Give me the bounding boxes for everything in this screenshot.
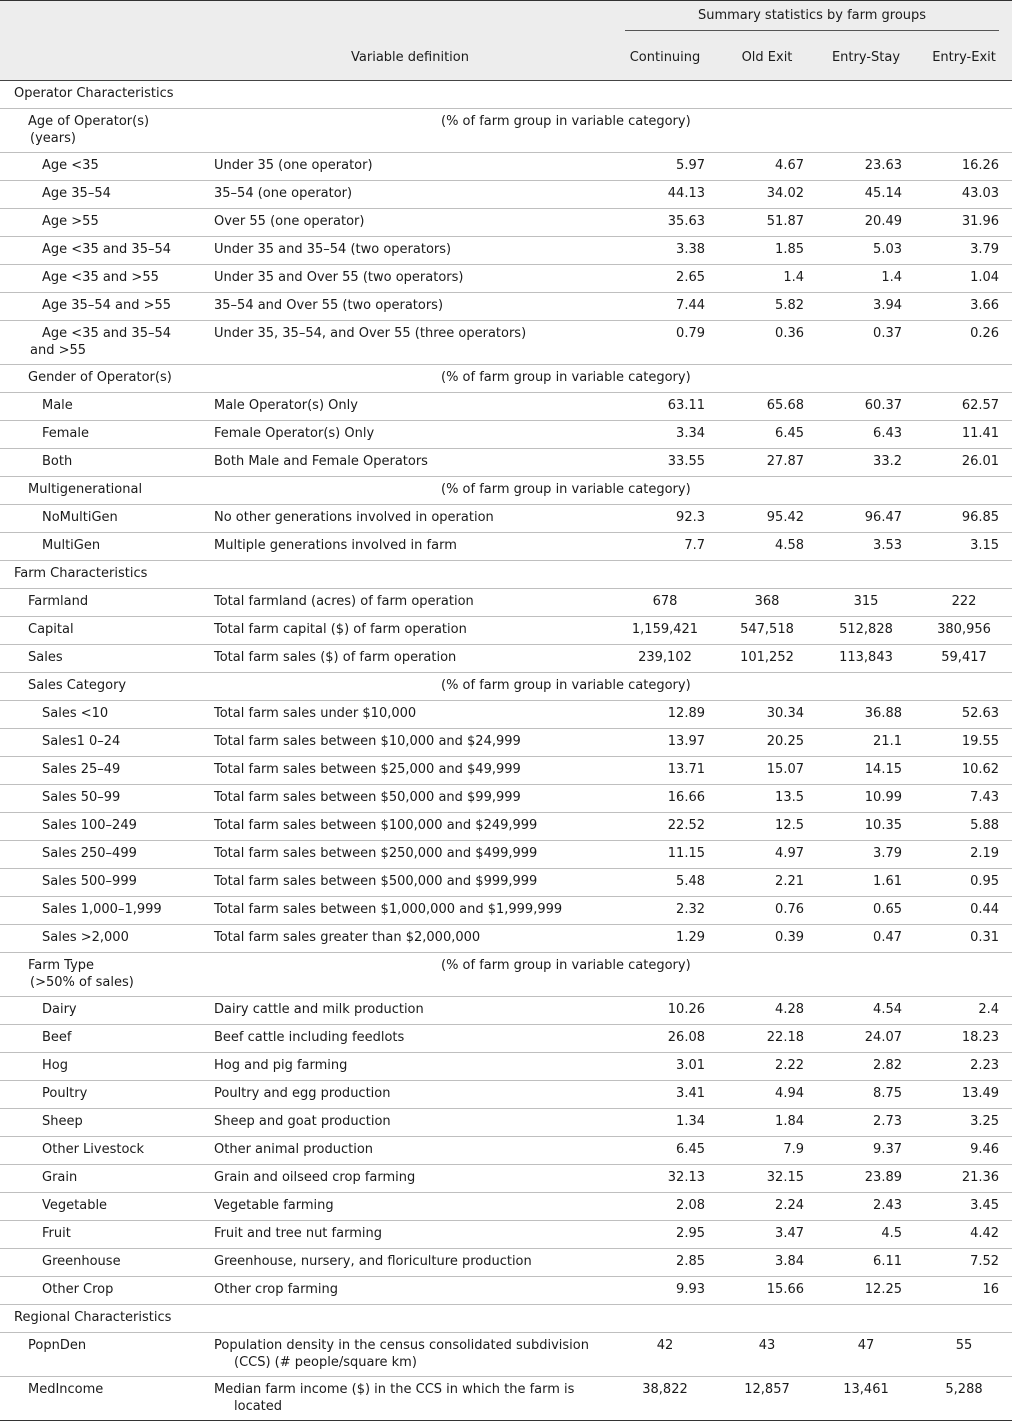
value-continuing: 6.45	[612, 1137, 718, 1165]
column-header-entry-stay: Entry-Stay	[816, 37, 916, 81]
row-definition: Sheep and goat production	[208, 1109, 612, 1137]
value-entry-stay: 2.82	[816, 1053, 916, 1081]
value-continuing: 1.34	[612, 1109, 718, 1137]
table-row	[0, 729, 1012, 757]
value-entry-stay: 5.03	[816, 237, 916, 265]
row-definition: Other animal production	[208, 1137, 612, 1165]
value-entry-stay: 0.47	[816, 925, 916, 953]
row-label-line2: and >55	[30, 342, 87, 358]
value-old-exit: 30.34	[718, 701, 816, 729]
value-old-exit: 5.82	[718, 293, 816, 321]
section-row	[0, 81, 1012, 109]
value-old-exit: 51.87	[718, 209, 816, 237]
value-continuing: 239,102	[612, 645, 718, 673]
group-label-line1: Farm Type	[28, 958, 95, 973]
section-row	[0, 561, 1012, 589]
value-old-exit: 12.5	[718, 813, 816, 841]
row-label	[0, 321, 208, 365]
value-entry-stay: 315	[816, 589, 916, 617]
value-entry-exit: 7.52	[916, 1249, 1012, 1277]
table-row	[0, 869, 1012, 897]
value-entry-exit: 0.26	[916, 321, 1012, 365]
value-continuing: 5.48	[612, 869, 718, 897]
row-definition: Female Operator(s) Only	[208, 421, 612, 449]
table-row	[0, 153, 1012, 181]
group-row	[0, 477, 1012, 505]
column-header-entry-exit: Entry-Exit	[916, 37, 1012, 81]
value-entry-stay: 96.47	[816, 505, 916, 533]
value-entry-exit: 55	[916, 1333, 1012, 1377]
table-row	[0, 1025, 1012, 1053]
value-old-exit: 4.58	[718, 533, 816, 561]
value-continuing: 32.13	[612, 1165, 718, 1193]
table-row	[0, 209, 1012, 237]
row-definition: Total farm sales between $1,000,000 and $1,999,999	[208, 897, 612, 925]
group-label	[0, 953, 208, 997]
value-old-exit: 1.4	[718, 265, 816, 293]
value-entry-exit: 0.31	[916, 925, 1012, 953]
table-row	[0, 645, 1012, 673]
row-definition: Greenhouse, nursery, and floriculture production	[208, 1249, 612, 1277]
value-entry-exit: 11.41	[916, 421, 1012, 449]
value-entry-stay: 3.53	[816, 533, 916, 561]
row-label: Sales1 0–24	[0, 729, 208, 757]
value-entry-stay: 0.65	[816, 897, 916, 925]
table-row	[0, 1277, 1012, 1305]
row-label: Age <35	[0, 153, 208, 181]
table-row	[0, 237, 1012, 265]
value-old-exit: 43	[718, 1333, 816, 1377]
row-label: Sales 25–49	[0, 757, 208, 785]
value-entry-exit: 4.42	[916, 1221, 1012, 1249]
row-label: Vegetable	[0, 1193, 208, 1221]
row-definition	[208, 1377, 612, 1421]
row-definition: Total farm sales under $10,000	[208, 701, 612, 729]
table-row	[0, 1081, 1012, 1109]
value-entry-stay: 1.4	[816, 265, 916, 293]
value-continuing: 33.55	[612, 449, 718, 477]
row-definition: Grain and oilseed crop farming	[208, 1165, 612, 1193]
value-old-exit: 27.87	[718, 449, 816, 477]
value-continuing: 2.32	[612, 897, 718, 925]
value-entry-exit: 18.23	[916, 1025, 1012, 1053]
value-entry-exit: 21.36	[916, 1165, 1012, 1193]
row-definition-line1: Population density in the census consolidated subdivision	[214, 1338, 589, 1353]
value-entry-stay: 3.79	[816, 841, 916, 869]
row-label: Sales	[0, 645, 208, 673]
row-definition: Vegetable farming	[208, 1193, 612, 1221]
value-entry-stay: 512,828	[816, 617, 916, 645]
value-entry-stay: 21.1	[816, 729, 916, 757]
value-entry-exit: 0.95	[916, 869, 1012, 897]
table-row	[0, 265, 1012, 293]
value-continuing: 42	[612, 1333, 718, 1377]
value-old-exit: 22.18	[718, 1025, 816, 1053]
row-label: PopnDen	[0, 1333, 208, 1377]
value-entry-exit: 13.49	[916, 1081, 1012, 1109]
value-entry-exit: 59,417	[916, 645, 1012, 673]
value-entry-stay: 47	[816, 1333, 916, 1377]
group-label: Sales Category	[0, 673, 208, 701]
value-entry-exit: 2.19	[916, 841, 1012, 869]
row-definition: Total farm sales between $25,000 and $49,999	[208, 757, 612, 785]
value-entry-exit: 52.63	[916, 701, 1012, 729]
table-row	[0, 393, 1012, 421]
value-entry-stay: 12.25	[816, 1277, 916, 1305]
value-old-exit: 0.36	[718, 321, 816, 365]
row-label: Age <35 and 35–54	[0, 237, 208, 265]
column-header-continuing: Continuing	[612, 37, 718, 81]
row-label-line1: Age <35 and 35–54	[42, 326, 172, 341]
value-entry-exit: 3.25	[916, 1109, 1012, 1137]
value-entry-stay: 23.63	[816, 153, 916, 181]
group-label-line2: (>50% of sales)	[30, 974, 134, 990]
section-heading: Regional Characteristics	[0, 1305, 1012, 1333]
row-definition: 35–54 (one operator)	[208, 181, 612, 209]
table-row	[0, 1193, 1012, 1221]
value-continuing: 12.89	[612, 701, 718, 729]
row-label: Age 35–54 and >55	[0, 293, 208, 321]
group-header: Summary statistics by farm groups	[612, 1, 1012, 38]
value-old-exit: 4.67	[718, 153, 816, 181]
table-row	[0, 533, 1012, 561]
table-row	[0, 1221, 1012, 1249]
value-old-exit: 95.42	[718, 505, 816, 533]
table-row	[0, 1109, 1012, 1137]
value-continuing: 1.29	[612, 925, 718, 953]
value-continuing: 22.52	[612, 813, 718, 841]
row-label: Sales 500–999	[0, 869, 208, 897]
row-label: Capital	[0, 617, 208, 645]
value-entry-exit: 43.03	[916, 181, 1012, 209]
table-row	[0, 841, 1012, 869]
row-definition: Total farm sales between $10,000 and $24,999	[208, 729, 612, 757]
row-label: Fruit	[0, 1221, 208, 1249]
value-continuing: 35.63	[612, 209, 718, 237]
value-old-exit: 0.76	[718, 897, 816, 925]
row-label: Sales >2,000	[0, 925, 208, 953]
row-definition: 35–54 and Over 55 (two operators)	[208, 293, 612, 321]
value-continuing: 13.97	[612, 729, 718, 757]
value-entry-stay: 45.14	[816, 181, 916, 209]
value-continuing: 678	[612, 589, 718, 617]
row-definition: Male Operator(s) Only	[208, 393, 612, 421]
value-old-exit: 1.85	[718, 237, 816, 265]
value-continuing: 1,159,421	[612, 617, 718, 645]
group-label: Multigenerational	[0, 477, 208, 505]
table-row	[0, 1333, 1012, 1377]
table-row	[0, 813, 1012, 841]
row-label: NoMultiGen	[0, 505, 208, 533]
value-old-exit: 547,518	[718, 617, 816, 645]
value-continuing: 44.13	[612, 181, 718, 209]
value-continuing: 63.11	[612, 393, 718, 421]
row-label: MultiGen	[0, 533, 208, 561]
row-definition: Under 35 and 35–54 (two operators)	[208, 237, 612, 265]
value-continuing: 3.34	[612, 421, 718, 449]
group-row	[0, 673, 1012, 701]
value-entry-exit: 16.26	[916, 153, 1012, 181]
value-entry-stay: 10.99	[816, 785, 916, 813]
row-label: Other Livestock	[0, 1137, 208, 1165]
value-entry-stay: 9.37	[816, 1137, 916, 1165]
table-body	[0, 81, 1012, 1421]
row-definition: Beef cattle including feedlots	[208, 1025, 612, 1053]
table-row	[0, 1377, 1012, 1421]
row-definition: Both Male and Female Operators	[208, 449, 612, 477]
value-entry-exit: 222	[916, 589, 1012, 617]
value-entry-exit: 5.88	[916, 813, 1012, 841]
value-entry-exit: 31.96	[916, 209, 1012, 237]
value-entry-exit: 96.85	[916, 505, 1012, 533]
value-old-exit: 101,252	[718, 645, 816, 673]
row-label: Female	[0, 421, 208, 449]
value-entry-stay: 20.49	[816, 209, 916, 237]
table-row	[0, 1053, 1012, 1081]
table-row	[0, 897, 1012, 925]
value-old-exit: 20.25	[718, 729, 816, 757]
group-label-line1: Age of Operator(s)	[28, 114, 150, 129]
value-old-exit: 6.45	[718, 421, 816, 449]
row-definition-line1: Median farm income ($) in the CCS in which the farm is	[214, 1382, 575, 1397]
row-definition: Total farm sales greater than $2,000,000	[208, 925, 612, 953]
value-old-exit: 15.07	[718, 757, 816, 785]
row-definition: Total farmland (acres) of farm operation	[208, 589, 612, 617]
row-label: Sales 1,000–1,999	[0, 897, 208, 925]
value-continuing: 13.71	[612, 757, 718, 785]
value-old-exit: 15.66	[718, 1277, 816, 1305]
value-old-exit: 2.21	[718, 869, 816, 897]
group-note: (% of farm group in variable category)	[208, 109, 1012, 153]
table-row	[0, 1249, 1012, 1277]
value-entry-stay: 8.75	[816, 1081, 916, 1109]
value-continuing: 9.93	[612, 1277, 718, 1305]
value-continuing: 3.38	[612, 237, 718, 265]
row-definition-line2: (CCS) (# people/square km)	[234, 1354, 417, 1370]
value-entry-exit: 26.01	[916, 449, 1012, 477]
group-note: (% of farm group in variable category)	[208, 477, 1012, 505]
row-label: Age <35 and >55	[0, 265, 208, 293]
value-entry-exit: 16	[916, 1277, 1012, 1305]
value-old-exit: 34.02	[718, 181, 816, 209]
value-entry-stay: 2.73	[816, 1109, 916, 1137]
value-old-exit: 368	[718, 589, 816, 617]
value-entry-stay: 6.11	[816, 1249, 916, 1277]
value-entry-stay: 60.37	[816, 393, 916, 421]
row-definition: Total farm capital ($) of farm operation	[208, 617, 612, 645]
value-continuing: 26.08	[612, 1025, 718, 1053]
value-entry-exit: 5,288	[945, 1382, 983, 1397]
value-continuing: 2.65	[612, 265, 718, 293]
value-entry-exit: 3.45	[916, 1193, 1012, 1221]
row-definition: Over 55 (one operator)	[208, 209, 612, 237]
value-old-exit: 4.97	[718, 841, 816, 869]
value-entry-stay: 2.43	[816, 1193, 916, 1221]
value-entry-exit: 19.55	[916, 729, 1012, 757]
value-entry-stay: 3.94	[816, 293, 916, 321]
row-definition: Total farm sales between $250,000 and $499,999	[208, 841, 612, 869]
value-old-exit: 0.39	[718, 925, 816, 953]
value-entry-stay: 24.07	[816, 1025, 916, 1053]
group-label	[0, 109, 208, 153]
value-old-exit: 3.47	[718, 1221, 816, 1249]
value-entry-stay: 36.88	[816, 701, 916, 729]
value-entry-stay: 4.54	[816, 997, 916, 1025]
group-label-line2: (years)	[30, 130, 76, 146]
row-definition: Total farm sales between $500,000 and $999,999	[208, 869, 612, 897]
group-row	[0, 109, 1012, 153]
value-entry-exit: 10.62	[916, 757, 1012, 785]
row-label: Age >55	[0, 209, 208, 237]
table-row	[0, 181, 1012, 209]
value-entry-stay: 6.43	[816, 421, 916, 449]
value-entry-stay: 1.61	[816, 869, 916, 897]
row-label: Grain	[0, 1165, 208, 1193]
row-definition	[208, 1333, 612, 1377]
table-row	[0, 505, 1012, 533]
column-header-old-exit: Old Exit	[718, 37, 816, 81]
value-old-exit: 4.94	[718, 1081, 816, 1109]
row-label: Sales 250–499	[0, 841, 208, 869]
value-continuing: 7.7	[612, 533, 718, 561]
table-header	[0, 1, 1012, 81]
table-row	[0, 293, 1012, 321]
value-entry-exit: 2.23	[916, 1053, 1012, 1081]
value-entry-stay: 4.5	[816, 1221, 916, 1249]
row-label: Other Crop	[0, 1277, 208, 1305]
value-old-exit: 2.22	[718, 1053, 816, 1081]
value-old-exit: 3.84	[718, 1249, 816, 1277]
row-label: MedIncome	[28, 1382, 104, 1397]
group-row	[0, 953, 1012, 997]
value-entry-exit: 380,956	[916, 617, 1012, 645]
value-continuing: 38,822	[642, 1382, 688, 1397]
group-row	[0, 365, 1012, 393]
value-continuing: 16.66	[612, 785, 718, 813]
row-label: Sales <10	[0, 701, 208, 729]
value-old-exit: 7.9	[718, 1137, 816, 1165]
table-row	[0, 701, 1012, 729]
value-entry-exit: 2.4	[916, 997, 1012, 1025]
row-label: Farmland	[0, 589, 208, 617]
section-heading: Farm Characteristics	[0, 561, 1012, 589]
row-label: Greenhouse	[0, 1249, 208, 1277]
value-old-exit: 13.5	[718, 785, 816, 813]
row-definition: Hog and pig farming	[208, 1053, 612, 1081]
value-old-exit: 2.24	[718, 1193, 816, 1221]
value-continuing: 5.97	[612, 153, 718, 181]
row-definition: Fruit and tree nut farming	[208, 1221, 612, 1249]
value-entry-stay: 0.37	[816, 321, 916, 365]
row-label: Poultry	[0, 1081, 208, 1109]
table-row	[0, 589, 1012, 617]
row-definition: Poultry and egg production	[208, 1081, 612, 1109]
row-definition: Dairy cattle and milk production	[208, 997, 612, 1025]
value-entry-stay: 13,461	[843, 1382, 889, 1397]
value-entry-stay: 10.35	[816, 813, 916, 841]
table-row	[0, 1137, 1012, 1165]
value-entry-exit: 9.46	[916, 1137, 1012, 1165]
value-continuing: 92.3	[612, 505, 718, 533]
table-row	[0, 617, 1012, 645]
value-continuing: 2.85	[612, 1249, 718, 1277]
value-entry-exit: 3.15	[916, 533, 1012, 561]
row-definition: Total farm sales ($) of farm operation	[208, 645, 612, 673]
table-row	[0, 757, 1012, 785]
table-row	[0, 421, 1012, 449]
value-entry-exit: 1.04	[916, 265, 1012, 293]
value-continuing: 2.95	[612, 1221, 718, 1249]
row-label: Dairy	[0, 997, 208, 1025]
value-entry-exit: 3.66	[916, 293, 1012, 321]
value-old-exit: 1.84	[718, 1109, 816, 1137]
value-old-exit: 32.15	[718, 1165, 816, 1193]
row-definition-line2: located	[234, 1398, 283, 1414]
table-row	[0, 997, 1012, 1025]
table-row	[0, 785, 1012, 813]
row-label: Male	[0, 393, 208, 421]
value-entry-exit: 62.57	[916, 393, 1012, 421]
value-entry-stay: 23.89	[816, 1165, 916, 1193]
row-definition: Other crop farming	[208, 1277, 612, 1305]
row-label: Sheep	[0, 1109, 208, 1137]
row-definition: Under 35 (one operator)	[208, 153, 612, 181]
table-row	[0, 321, 1012, 365]
row-label: Both	[0, 449, 208, 477]
table-row	[0, 449, 1012, 477]
row-definition: Total farm sales between $50,000 and $99,999	[208, 785, 612, 813]
value-continuing: 7.44	[612, 293, 718, 321]
value-entry-exit: 3.79	[916, 237, 1012, 265]
value-continuing: 2.08	[612, 1193, 718, 1221]
row-definition: Under 35 and Over 55 (two operators)	[208, 265, 612, 293]
value-old-exit: 65.68	[718, 393, 816, 421]
row-label: Hog	[0, 1053, 208, 1081]
value-entry-stay: 33.2	[816, 449, 916, 477]
row-definition: Under 35, 35–54, and Over 55 (three operators)	[208, 321, 612, 365]
group-note: (% of farm group in variable category)	[208, 365, 1012, 393]
group-label: Gender of Operator(s)	[0, 365, 208, 393]
group-note: (% of farm group in variable category)	[208, 953, 1012, 997]
value-continuing: 10.26	[612, 997, 718, 1025]
row-label: Sales 100–249	[0, 813, 208, 841]
value-old-exit: 4.28	[718, 997, 816, 1025]
variable-definition-header: Variable definition	[208, 37, 612, 81]
value-continuing: 3.41	[612, 1081, 718, 1109]
value-entry-stay: 14.15	[816, 757, 916, 785]
value-entry-exit: 7.43	[916, 785, 1012, 813]
row-label: Age 35–54	[0, 181, 208, 209]
table-row	[0, 925, 1012, 953]
value-continuing: 11.15	[612, 841, 718, 869]
section-row	[0, 1305, 1012, 1333]
group-note: (% of farm group in variable category)	[208, 673, 1012, 701]
table-row	[0, 1165, 1012, 1193]
value-continuing: 0.79	[612, 321, 718, 365]
row-definition: Multiple generations involved in farm	[208, 533, 612, 561]
row-label: Sales 50–99	[0, 785, 208, 813]
section-heading: Operator Characteristics	[0, 81, 1012, 109]
value-entry-exit: 0.44	[916, 897, 1012, 925]
row-definition: Total farm sales between $100,000 and $249,999	[208, 813, 612, 841]
row-label: Beef	[0, 1025, 208, 1053]
value-old-exit: 12,857	[744, 1382, 790, 1397]
value-entry-stay: 113,843	[816, 645, 916, 673]
row-definition: No other generations involved in operation	[208, 505, 612, 533]
value-continuing: 3.01	[612, 1053, 718, 1081]
